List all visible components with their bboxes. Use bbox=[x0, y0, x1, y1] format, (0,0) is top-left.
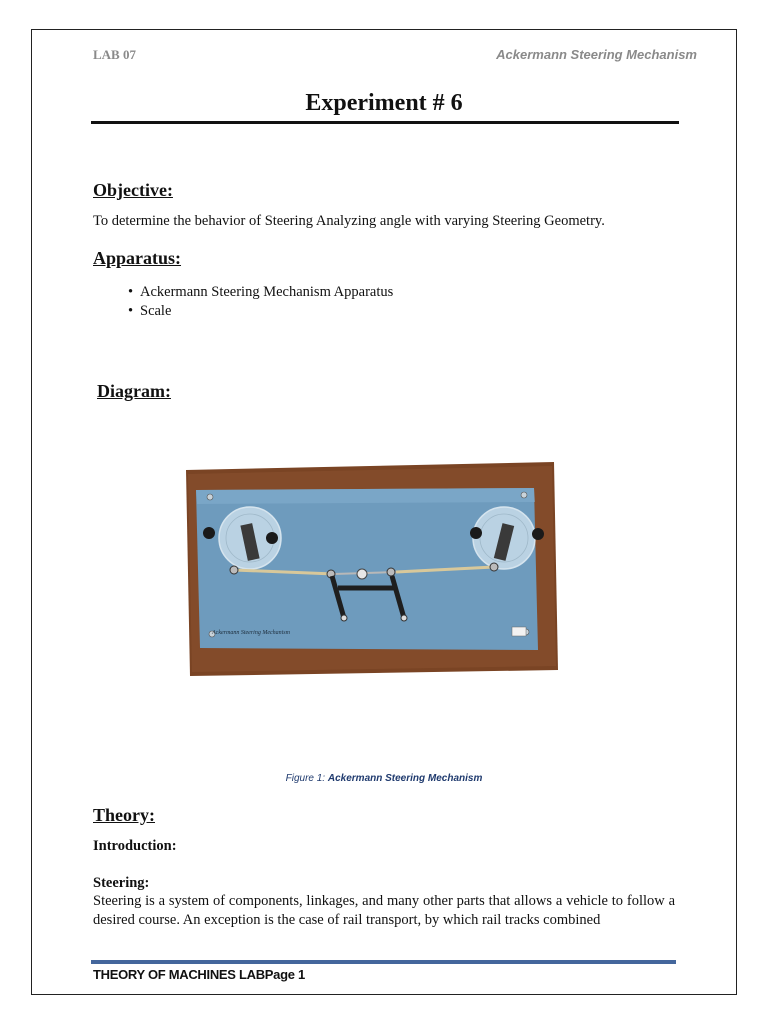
objective-text: To determine the behavior of Steering Analyzing angle with varying Steering Geometry. bbox=[93, 213, 605, 229]
figure-caption bbox=[0, 773, 768, 784]
figure-caption-label: Figure 1: bbox=[285, 773, 328, 784]
footer-text: THEORY OF MACHINES LABPage 1 bbox=[93, 967, 305, 982]
header-running-title: Ackermann Steering Mechanism bbox=[496, 47, 697, 62]
ackermann-apparatus-photo bbox=[186, 462, 558, 676]
footer-rule bbox=[91, 960, 676, 964]
header-lab-number: LAB 07 bbox=[93, 47, 136, 62]
objective-heading: Objective: bbox=[93, 180, 173, 200]
apparatus-list bbox=[128, 283, 393, 321]
apparatus-item: • Scale bbox=[128, 302, 393, 321]
introduction-heading: Introduction: bbox=[93, 838, 177, 854]
apparatus-item: • Ackermann Steering Mechanism Apparatus bbox=[128, 283, 393, 302]
diagram-heading: Diagram: bbox=[97, 381, 171, 401]
steering-heading: Steering: bbox=[93, 875, 150, 891]
theory-heading: Theory: bbox=[93, 805, 155, 825]
apparatus-heading: Apparatus: bbox=[93, 248, 182, 268]
plate-label: Ackermann Steering Mechanism bbox=[212, 630, 290, 636]
title-underline bbox=[91, 121, 679, 124]
steering-paragraph: Steering is a system of components, linkages, and many other parts that allows a vehicle to follow a desired course. An exception is the case of rail transport, by which rail tracks combined bbox=[93, 893, 675, 928]
figure-caption-title: Ackermann Steering Mechanism bbox=[327, 773, 483, 784]
page-title: Experiment # 6 bbox=[305, 90, 463, 116]
